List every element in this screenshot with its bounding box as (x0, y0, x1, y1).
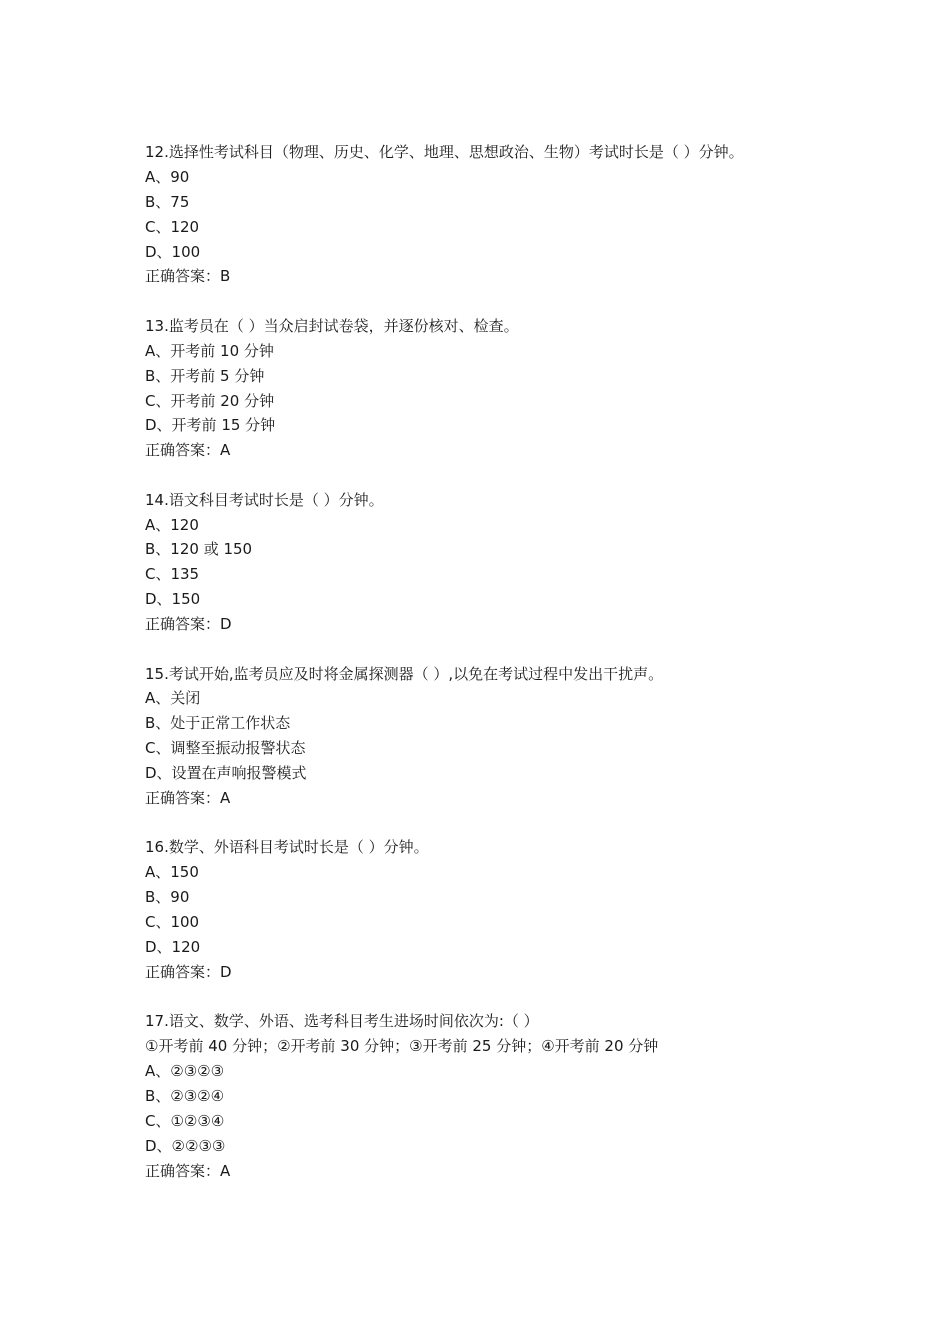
option-a: A、120 (145, 515, 199, 534)
option-c: C、135 (145, 565, 200, 584)
question-stem: 12.选择性考试科目（物理、历史、化学、地理、思想政治、生物）考试时长是（ ）分钟。 (145, 143, 744, 161)
question-stem: 14.语文科目考试时长是（ ）分钟。 (145, 490, 384, 509)
question-14 (145, 488, 905, 637)
question-stem: 17.语文、数学、外语、选考科目考生进场时间依次为:（ ） (145, 1012, 539, 1031)
option-c: C、①②③④ (145, 1111, 225, 1130)
option-a: A、90 (145, 167, 190, 186)
correct-answer: 正确答案：D (145, 962, 232, 981)
option-c: C、100 (145, 913, 200, 932)
option-b: B、120 或 150 (145, 540, 253, 559)
correct-answer: 正确答案：A (145, 788, 231, 807)
option-b: B、处于正常工作状态 (145, 714, 291, 733)
correct-answer: 正确答案：D (145, 615, 232, 634)
option-b: B、90 (145, 888, 190, 907)
question-stem: 13.监考员在（ ）当众启封试卷袋，并逐份核对、检查。 (145, 316, 519, 335)
option-d: D、150 (145, 590, 201, 609)
option-d: D、120 (145, 937, 201, 956)
option-a: A、150 (145, 863, 199, 882)
document-page (145, 140, 905, 1208)
option-b: B、75 (145, 192, 190, 211)
correct-answer: 正确答案：B (145, 267, 231, 286)
option-b: B、②③②④ (145, 1086, 225, 1105)
option-c: C、调整至振动报警状态 (145, 739, 306, 758)
question-stem: 16.数学、外语科目考试时长是（ ）分钟。 (145, 838, 429, 857)
correct-answer: 正确答案：A (145, 441, 231, 460)
option-d: D、开考前 15 分钟 (145, 416, 276, 435)
question-16 (145, 835, 905, 984)
correct-answer: 正确答案：A (145, 1161, 231, 1180)
question-note: ①开考前 40 分钟；②开考前 30 分钟；③开考前 25 分钟；④开考前 20 分钟 (145, 1037, 659, 1056)
option-a: A、②③②③ (145, 1062, 225, 1080)
question-15 (145, 662, 905, 811)
option-c: C、120 (145, 217, 200, 236)
question-13 (145, 314, 905, 463)
option-d: D、100 (145, 242, 201, 261)
question-17 (145, 1009, 905, 1183)
option-c: C、开考前 20 分钟 (145, 391, 275, 410)
question-stem: 15.考试开始,监考员应及时将金属探测器（ ）,以免在考试过程中发出干扰声。 (145, 664, 664, 683)
option-b: B、开考前 5 分钟 (145, 366, 265, 385)
option-d: D、②②③③ (145, 1136, 226, 1155)
option-a: A、开考前 10 分钟 (145, 341, 274, 360)
option-a: A、关闭 (145, 689, 201, 708)
question-12 (145, 140, 905, 289)
option-d: D、设置在声响报警模式 (145, 764, 307, 783)
